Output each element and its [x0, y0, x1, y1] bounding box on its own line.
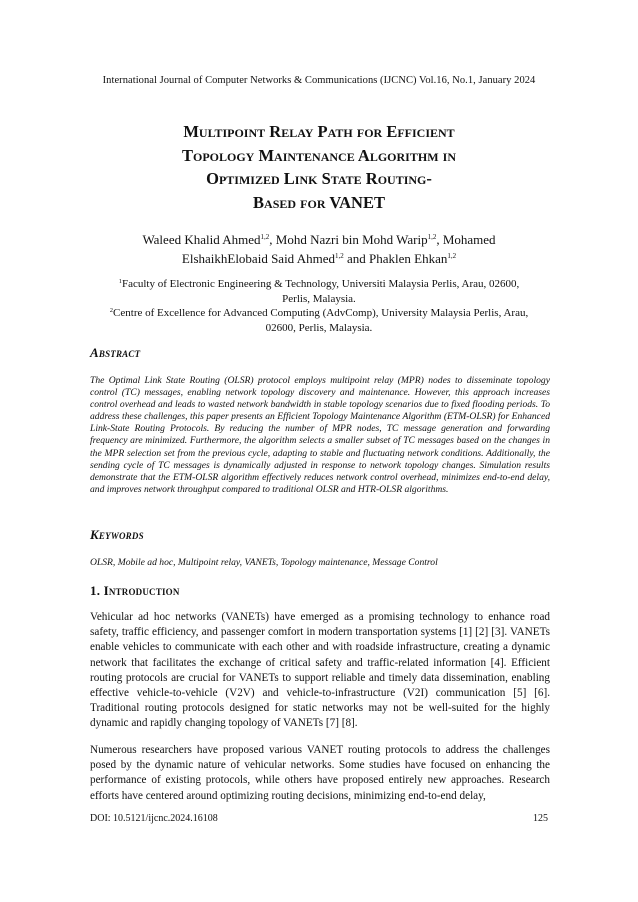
author-affil-sup: 1,2	[447, 252, 457, 260]
author-name: ElshaikhElobaid Said Ahmed	[181, 251, 335, 266]
affiliation-2-line-1	[80, 306, 558, 321]
author-list	[60, 230, 578, 268]
affiliations	[80, 277, 558, 335]
title-line-2: Topology Maintenance Algorithm in	[182, 145, 456, 165]
affiliation-1-line-1	[80, 277, 558, 292]
abstract-text: The Optimal Link State Routing (OLSR) protocol employs multipoint relay (MPR) nodes to disseminate topology control (TC) messages, enabling network topology discovery and maintenance. However, this approach increases control overhead and leads to wasted network bandwidth in stable topology scenarios due to fixed flooding periods. To address these challenges, this paper presents an Efficient Topology Maintenance Algorithm (ETM-OLSR) for Enhanced Link-State Routing Protocols. By reducing the number of MPR nodes, TC message generation and forwarding frequency are minimized. Furthermore, the algorithm selects a smaller subset of TC messages based on the changes in the MPR selection set from the previous cycle, adapting to stable and fluctuating network conditions. Additionally, the sending cycle of TC messages is dynamically adjusted in response to network topology changes. Simulation results demonstrate that the ETM-OLSR algorithm effectively reduces network control overhead, minimizes end-to-end delay, and improves network throughput compared to traditional OLSR and HTR-OLSR algorithms.	[90, 375, 550, 495]
title-line-3: Optimized Link State Routing-	[206, 169, 432, 188]
author-separator: ,	[269, 232, 276, 247]
keywords-heading: Keywords	[90, 527, 144, 542]
keywords-text: OLSR, Mobile ad hoc, Multipoint relay, VANETs, Topology maintenance, Message Control	[90, 557, 438, 568]
author-separator: and	[343, 251, 370, 266]
affiliation-text: Centre of Excellence for Advanced Computing (AdvComp), University Malaysia Perlis, Arau,	[113, 307, 529, 319]
journal-header: International Journal of Computer Networks & Communications (IJCNC) Vol.16, No.1, January 2024	[102, 75, 536, 86]
author-name: Phaklen Ehkan	[369, 251, 448, 266]
affiliation-2-line-2: 02600, Perlis, Malaysia.	[265, 321, 373, 334]
introduction-paragraph-2: Numerous researchers have proposed various VANET routing protocols to address the challenges posed by the dynamic nature of vehicular networks. Some studies have focused on enhancing the performance of existing protocols, while others have proposed entirely new approaches. Research efforts have centered around optimizing routing decisions, minimizing end-to-end delay,	[90, 744, 550, 802]
author-affil-sup: 1,2	[334, 252, 344, 260]
title-line-1: Multipoint Relay Path for Efficient	[183, 122, 455, 141]
affiliation-sup: 2	[109, 307, 114, 314]
doi-footer: DOI: 10.5121/ijcnc.2024.16108	[90, 813, 218, 824]
introduction-heading: 1. Introduction	[90, 583, 180, 598]
title-line-4: Based for VANET	[253, 192, 385, 212]
paper-title	[60, 120, 578, 214]
author-affil-sup: 1,2	[260, 233, 270, 241]
affiliation-sup: 1	[118, 278, 122, 285]
author-affil-sup: 1,2	[427, 233, 437, 241]
abstract-heading: Abstract	[90, 345, 141, 360]
author-name: Mohd Nazri bin Mohd Warip	[275, 232, 428, 247]
affiliation-1-line-2: Perlis, Malaysia.	[282, 292, 356, 305]
author-name: Waleed Khalid Ahmed	[142, 232, 261, 247]
page-number: 125	[533, 813, 548, 824]
author-separator: , Mohamed	[436, 232, 496, 247]
introduction-paragraph-1: Vehicular ad hoc networks (VANETs) have emerged as a promising technology to enhance road safety, traffic efficiency, and passenger comfort in modern transportation systems [1] [2] [3]. VANETs enable vehicles to communicate with each other and with roadside infrastructure, creating a dynamic network that facilitates the exchange of critical safety and traffic-related information [4]. Efficient routing protocols are crucial for VANETs to support reliable and timely data dissemination, enabling effective vehicle-to-vehicle (V2V) and vehicle-to-infrastructure (V2I) communication [5] [6]. Traditional routing protocols designed for static networks may not be well-suited for the highly dynamic and rapidly changing topology of VANETs [7] [8].	[90, 611, 550, 730]
author-line-1	[60, 230, 578, 249]
author-line-2	[60, 249, 578, 268]
affiliation-text: Faculty of Electronic Engineering & Technology, Universiti Malaysia Perlis, Arau, 02600,	[121, 278, 520, 290]
